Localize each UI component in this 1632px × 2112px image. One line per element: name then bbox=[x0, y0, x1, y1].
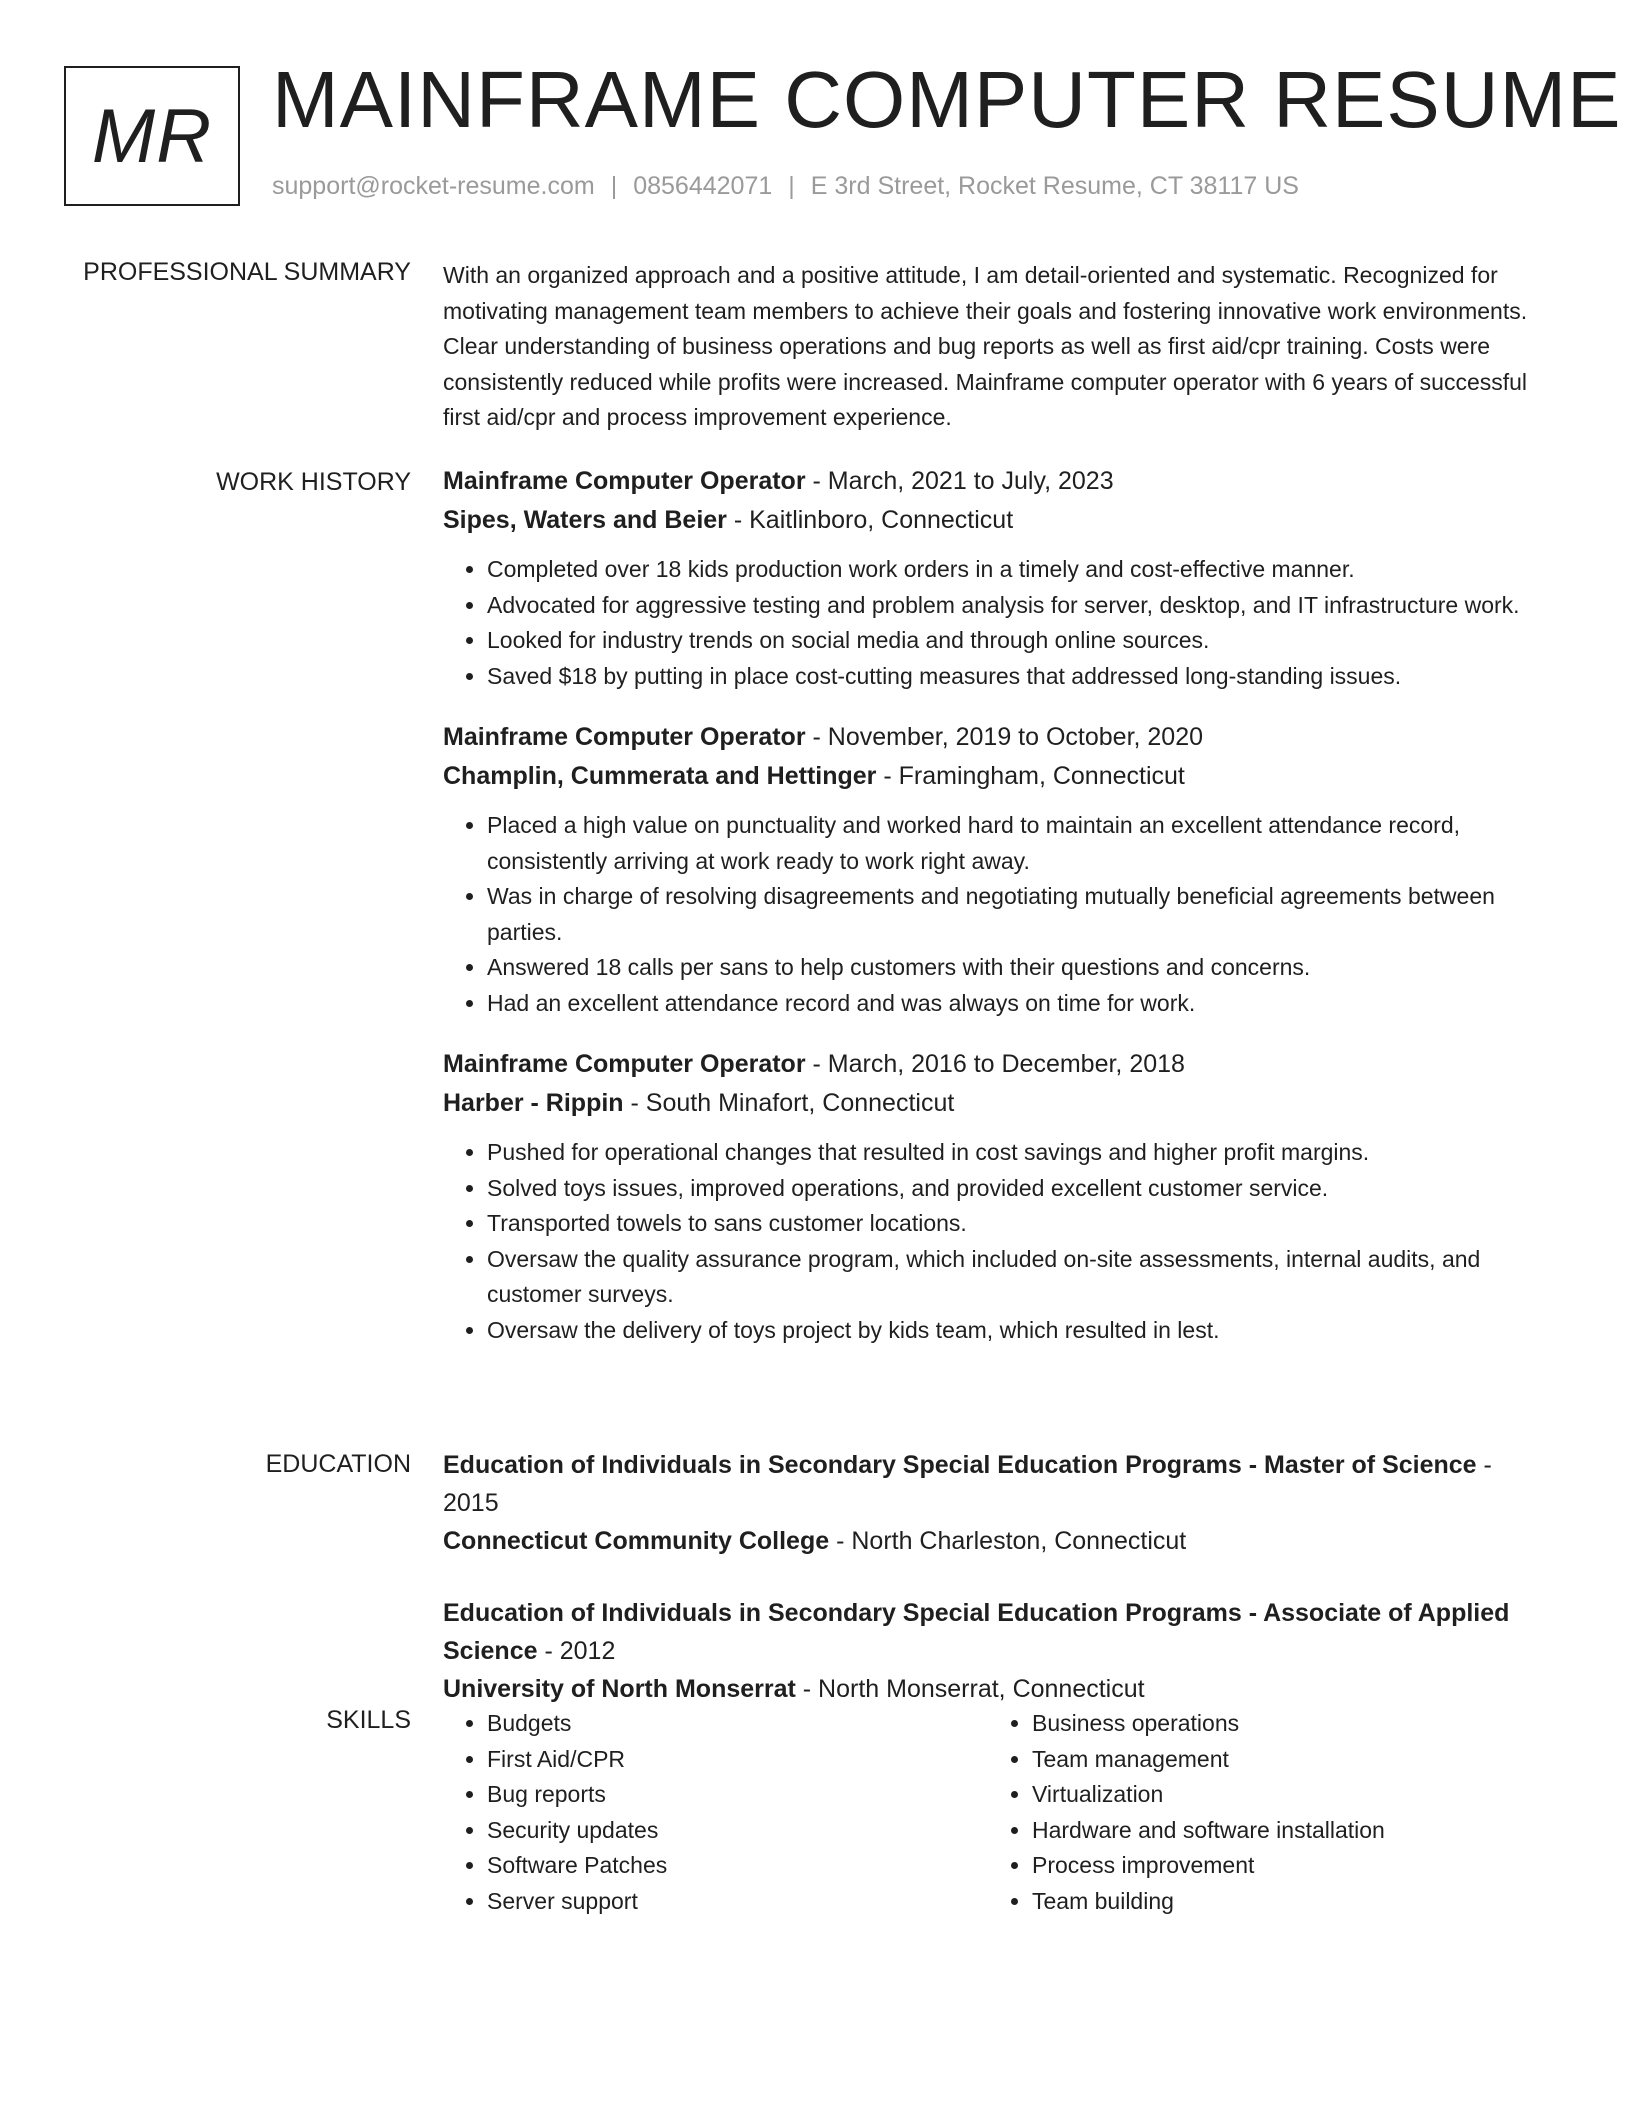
skill-item: • Budgets bbox=[487, 1706, 988, 1742]
education-body bbox=[443, 1446, 1553, 1742]
skill-item: • First Aid/CPR bbox=[487, 1742, 988, 1778]
job-title: Mainframe Computer Operator bbox=[443, 723, 806, 751]
education-degree-line bbox=[443, 1594, 1553, 1670]
contact-address: E 3rd Street, Rocket Resume, CT 38117 US bbox=[810, 172, 1299, 200]
skill-item: • Team building bbox=[1032, 1884, 1533, 1920]
education-school: University of North Monserrat bbox=[443, 1675, 796, 1703]
skill-item: • Team management bbox=[1032, 1742, 1533, 1778]
job-title-line bbox=[443, 718, 1553, 757]
skill-item: • Software Patches bbox=[487, 1848, 988, 1884]
education-year: - 2015 bbox=[443, 1451, 1492, 1517]
job-title-line bbox=[443, 462, 1553, 501]
education-entry bbox=[443, 1594, 1553, 1708]
skill-item: • Virtualization bbox=[1032, 1777, 1533, 1813]
job-bullet: • Completed over 18 kids production work orders in a timely and cost-effective manner. bbox=[487, 552, 1553, 588]
job-bullet: • Answered 18 calls per sans to help customers with their questions and concerns. bbox=[487, 950, 1553, 986]
skills-list-right bbox=[988, 1706, 1533, 1919]
job-bullet: • Was in charge of resolving disagreements and negotiating mutually beneficial agreements between parties. bbox=[487, 879, 1553, 950]
job-bullet: • Placed a high value on punctuality and worked hard to maintain an excellent attendance record, consistently arriving at work ready to work right away. bbox=[487, 808, 1553, 879]
job-bullets bbox=[443, 1135, 1553, 1348]
job-company-line bbox=[443, 501, 1553, 540]
job-entry bbox=[443, 1045, 1553, 1348]
work-history-body bbox=[443, 462, 1553, 1372]
job-company-line bbox=[443, 1084, 1553, 1123]
job-bullet: • Had an excellent attendance record and was always on time for work. bbox=[487, 986, 1553, 1022]
skills-columns bbox=[443, 1706, 1553, 1919]
job-dates: - March, 2021 to July, 2023 bbox=[805, 467, 1114, 495]
job-bullet: • Oversaw the delivery of toys project by kids team, which resulted in lest. bbox=[487, 1313, 1553, 1349]
education-year: - 2012 bbox=[537, 1637, 616, 1665]
skill-item: • Bug reports bbox=[487, 1777, 988, 1813]
skills-body bbox=[443, 1706, 1553, 1919]
job-title: Mainframe Computer Operator bbox=[443, 467, 806, 495]
job-bullets bbox=[443, 808, 1553, 1021]
skill-item: • Business operations bbox=[1032, 1706, 1533, 1742]
job-bullets bbox=[443, 552, 1553, 694]
skills-label: SKILLS bbox=[326, 1706, 411, 1734]
job-bullet: • Solved toys issues, improved operations, and provided excellent customer service. bbox=[487, 1171, 1553, 1207]
job-location: - Kaitlinboro, Connecticut bbox=[726, 506, 1014, 534]
job-title-line bbox=[443, 1045, 1553, 1084]
job-company: Sipes, Waters and Beier bbox=[443, 506, 727, 534]
job-bullet: • Saved $18 by putting in place cost-cutting measures that addressed long-standing issues. bbox=[487, 659, 1553, 695]
education-degree: Education of Individuals in Secondary Special Education Programs - Associate of Applied Science bbox=[443, 1599, 1510, 1665]
education-school-line bbox=[443, 1522, 1553, 1560]
monogram-badge bbox=[64, 66, 240, 206]
job-dates: - March, 2016 to December, 2018 bbox=[805, 1050, 1185, 1078]
education-location: - North Charleston, Connecticut bbox=[829, 1527, 1187, 1555]
contact-phone: 0856442071 bbox=[633, 172, 773, 200]
job-bullet: • Transported towels to sans customer locations. bbox=[487, 1206, 1553, 1242]
skill-item: • Server support bbox=[487, 1884, 988, 1920]
summary-text: With an organized approach and a positive attitude, I am detail-oriented and systematic. Recognized for motivating management team members to achieve their goals and fostering innovative work environments. Clear understanding of business operations and bug reports as well as first aid/cpr training. Costs were consistently reduced while profits were increased. Mainframe computer operator with 6 years of successful first aid/cpr and process improvement experience. bbox=[443, 262, 1528, 430]
skill-item: • Process improvement bbox=[1032, 1848, 1533, 1884]
education-degree-line bbox=[443, 1446, 1553, 1522]
summary-body bbox=[443, 258, 1553, 436]
job-entry bbox=[443, 718, 1553, 1021]
job-title: Mainframe Computer Operator bbox=[443, 1050, 806, 1078]
contact-line bbox=[272, 172, 1299, 201]
job-entry bbox=[443, 462, 1553, 694]
job-bullet: • Looked for industry trends on social media and through online sources. bbox=[487, 623, 1553, 659]
job-company-line bbox=[443, 757, 1553, 796]
summary-label: PROFESSIONAL SUMMARY bbox=[83, 258, 411, 286]
skill-item: • Security updates bbox=[487, 1813, 988, 1849]
contact-separator: | bbox=[788, 172, 795, 200]
education-label: EDUCATION bbox=[265, 1450, 411, 1478]
job-company: Harber - Rippin bbox=[443, 1089, 624, 1117]
skills-list-left bbox=[443, 1706, 988, 1919]
education-degree: Education of Individuals in Secondary Special Education Programs - Master of Science bbox=[443, 1451, 1477, 1479]
job-company: Champlin, Cummerata and Hettinger bbox=[443, 762, 877, 790]
job-bullet: • Pushed for operational changes that resulted in cost savings and higher profit margins. bbox=[487, 1135, 1553, 1171]
job-bullet: • Advocated for aggressive testing and problem analysis for server, desktop, and IT infrastructure work. bbox=[487, 588, 1553, 624]
skill-item: • Hardware and software installation bbox=[1032, 1813, 1533, 1849]
job-location: - Framingham, Connecticut bbox=[876, 762, 1185, 790]
resume-title: MAINFRAME COMPUTER RESUME bbox=[272, 55, 1622, 144]
monogram-initials: MR bbox=[91, 93, 213, 179]
education-entry bbox=[443, 1446, 1553, 1560]
job-dates: - November, 2019 to October, 2020 bbox=[805, 723, 1204, 751]
job-bullet: • Oversaw the quality assurance program, which included on-site assessments, internal audits, and customer surveys. bbox=[487, 1242, 1553, 1313]
contact-separator: | bbox=[610, 172, 618, 200]
education-location: - North Monserrat, Connecticut bbox=[795, 1675, 1145, 1703]
job-location: - South Minafort, Connecticut bbox=[623, 1089, 955, 1117]
education-school-line bbox=[443, 1670, 1553, 1708]
work-history-label: WORK HISTORY bbox=[216, 468, 411, 496]
contact-email: support@rocket-resume.com bbox=[272, 172, 595, 200]
education-school: Connecticut Community College bbox=[443, 1527, 830, 1555]
